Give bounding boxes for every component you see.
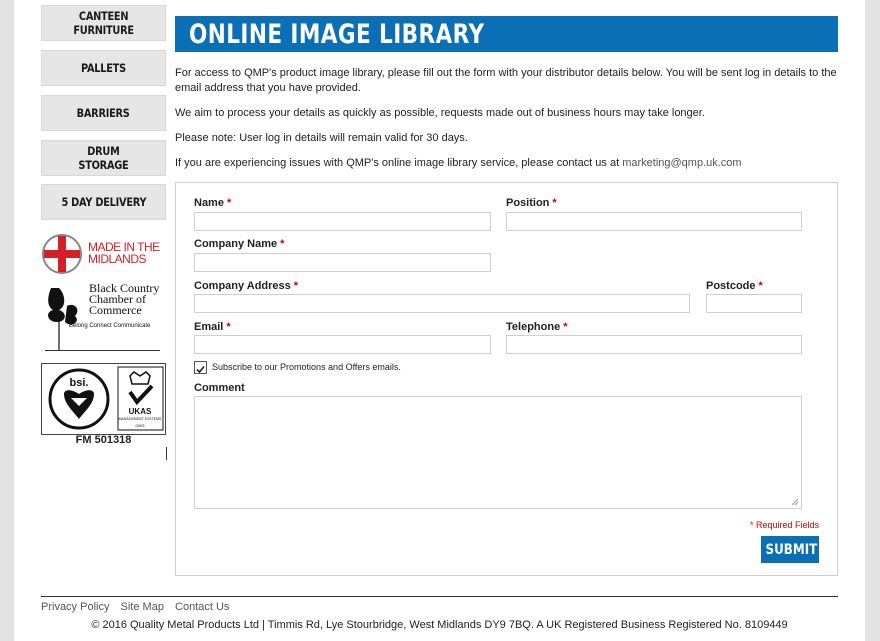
image-library-form	[175, 182, 838, 576]
comment-label: Comment	[194, 382, 245, 394]
chamber-tagline: Belong Connect Communicate	[69, 323, 151, 329]
submit-label: SUBMIT	[765, 541, 818, 558]
sidebar-item-drum-storage[interactable]	[41, 140, 166, 176]
name-input[interactable]	[194, 212, 491, 231]
position-input[interactable]	[506, 212, 802, 231]
certificate-number: FM 501318	[75, 434, 132, 446]
black-country-chamber-logo[interactable]	[41, 280, 171, 352]
chamber-text-line1: Black Country	[89, 281, 160, 295]
sidebar-item-pallets[interactable]	[41, 50, 166, 86]
subscribe-checkbox[interactable]	[194, 361, 207, 374]
required-marker: *	[226, 321, 231, 333]
label-text: Name	[194, 197, 224, 209]
required-marker: *	[563, 321, 568, 333]
footer-links	[41, 601, 237, 613]
sidebar-item-5-day-delivery[interactable]	[41, 184, 166, 220]
required-marker: *	[293, 280, 299, 292]
site-map-link[interactable]: Site Map	[120, 601, 164, 613]
required-marker: *	[758, 280, 763, 292]
sidebar-item-label: DRUM STORAGE	[78, 144, 129, 172]
copyright-text: © 2016 Quality Metal Products Ltd | Timmis Rd, Lye Stourbridge, West Midlands DY9 7BQ. A UK Registered Business Registered No. 8109449	[91, 619, 788, 631]
divider	[45, 350, 160, 351]
contact-us-link[interactable]: Contact Us	[175, 601, 230, 613]
postcode-input[interactable]	[706, 294, 802, 313]
resize-grip-icon[interactable]	[790, 497, 799, 506]
made-in-midlands-logo[interactable]	[41, 232, 167, 276]
telephone-input[interactable]	[506, 335, 802, 354]
email-input[interactable]	[194, 335, 491, 354]
ukas-number: 0003	[135, 423, 145, 428]
sidebar-item-barriers[interactable]	[41, 95, 166, 131]
comment-textarea[interactable]	[194, 396, 802, 509]
submit-button[interactable]	[761, 536, 819, 563]
company-name-input[interactable]	[194, 253, 491, 272]
sidebar-item-label: PALLETS	[81, 61, 126, 75]
page-container	[14, 0, 865, 641]
ukas-subtext: MANAGEMENT SYSTEMS	[118, 417, 162, 421]
certification-badge	[41, 363, 166, 435]
processing-paragraph: We aim to process your details as quickly as possible, requests made out of business hours may take longer.	[175, 107, 705, 119]
company-address-label	[194, 280, 298, 292]
required-fields-note: * Required Fields	[749, 520, 819, 530]
company-address-input[interactable]	[194, 294, 690, 313]
sidebar-item-label: CANTEEN FURNITURE	[73, 9, 134, 37]
label-text: Company Address	[194, 280, 291, 292]
footer-divider	[41, 596, 838, 597]
sidebar-item-canteen-furniture[interactable]	[41, 5, 166, 41]
postcode-label	[706, 280, 763, 292]
sidebar-item-label: BARRIERS	[77, 106, 130, 120]
logo-text-line1: MADE IN THE	[88, 240, 160, 254]
name-label	[194, 197, 231, 209]
position-label	[506, 197, 557, 209]
label-text: Position	[506, 197, 550, 209]
contact-paragraph	[175, 156, 843, 171]
label-text: Company Name	[194, 238, 278, 250]
chamber-text-line3: Commerce	[89, 303, 142, 317]
company-name-label	[194, 238, 284, 250]
label-text: Telephone	[506, 321, 561, 333]
contact-email-link[interactable]: marketing@qmp.uk.com	[622, 157, 742, 169]
privacy-policy-link[interactable]: Privacy Policy	[41, 601, 110, 613]
bsi-icon: bsi.	[69, 377, 89, 389]
validity-paragraph: Please note: User log in details will remain valid for 30 days.	[175, 132, 468, 144]
text-cursor	[166, 447, 167, 460]
subscribe-label: Subscribe to our Promotions and Offers emails.	[212, 362, 401, 372]
ukas-text: UKAS	[128, 407, 152, 416]
intro-paragraph: For access to QMP's product image library, please fill out the form with your distributor details below. You will be sent log in details to the email address that you have provided.	[175, 67, 837, 94]
label-text: Email	[194, 321, 224, 333]
logo-text-line2: MIDLANDS	[88, 252, 147, 266]
sidebar-item-label: 5 DAY DELIVERY	[61, 195, 146, 209]
telephone-label	[506, 321, 567, 333]
contact-text: If you are experiencing issues with QMP's online image library service, please contact us at	[175, 157, 623, 169]
page-title-banner	[175, 16, 838, 52]
required-marker: *	[552, 197, 557, 209]
email-label	[194, 321, 231, 333]
label-text: Postcode	[706, 280, 756, 292]
chamber-text-line2: Chamber of	[89, 292, 146, 306]
required-marker: *	[280, 238, 285, 250]
page-title: ONLINE IMAGE LIBRARY	[189, 19, 485, 50]
required-marker: *	[226, 197, 232, 209]
checkmark-icon	[195, 364, 206, 375]
